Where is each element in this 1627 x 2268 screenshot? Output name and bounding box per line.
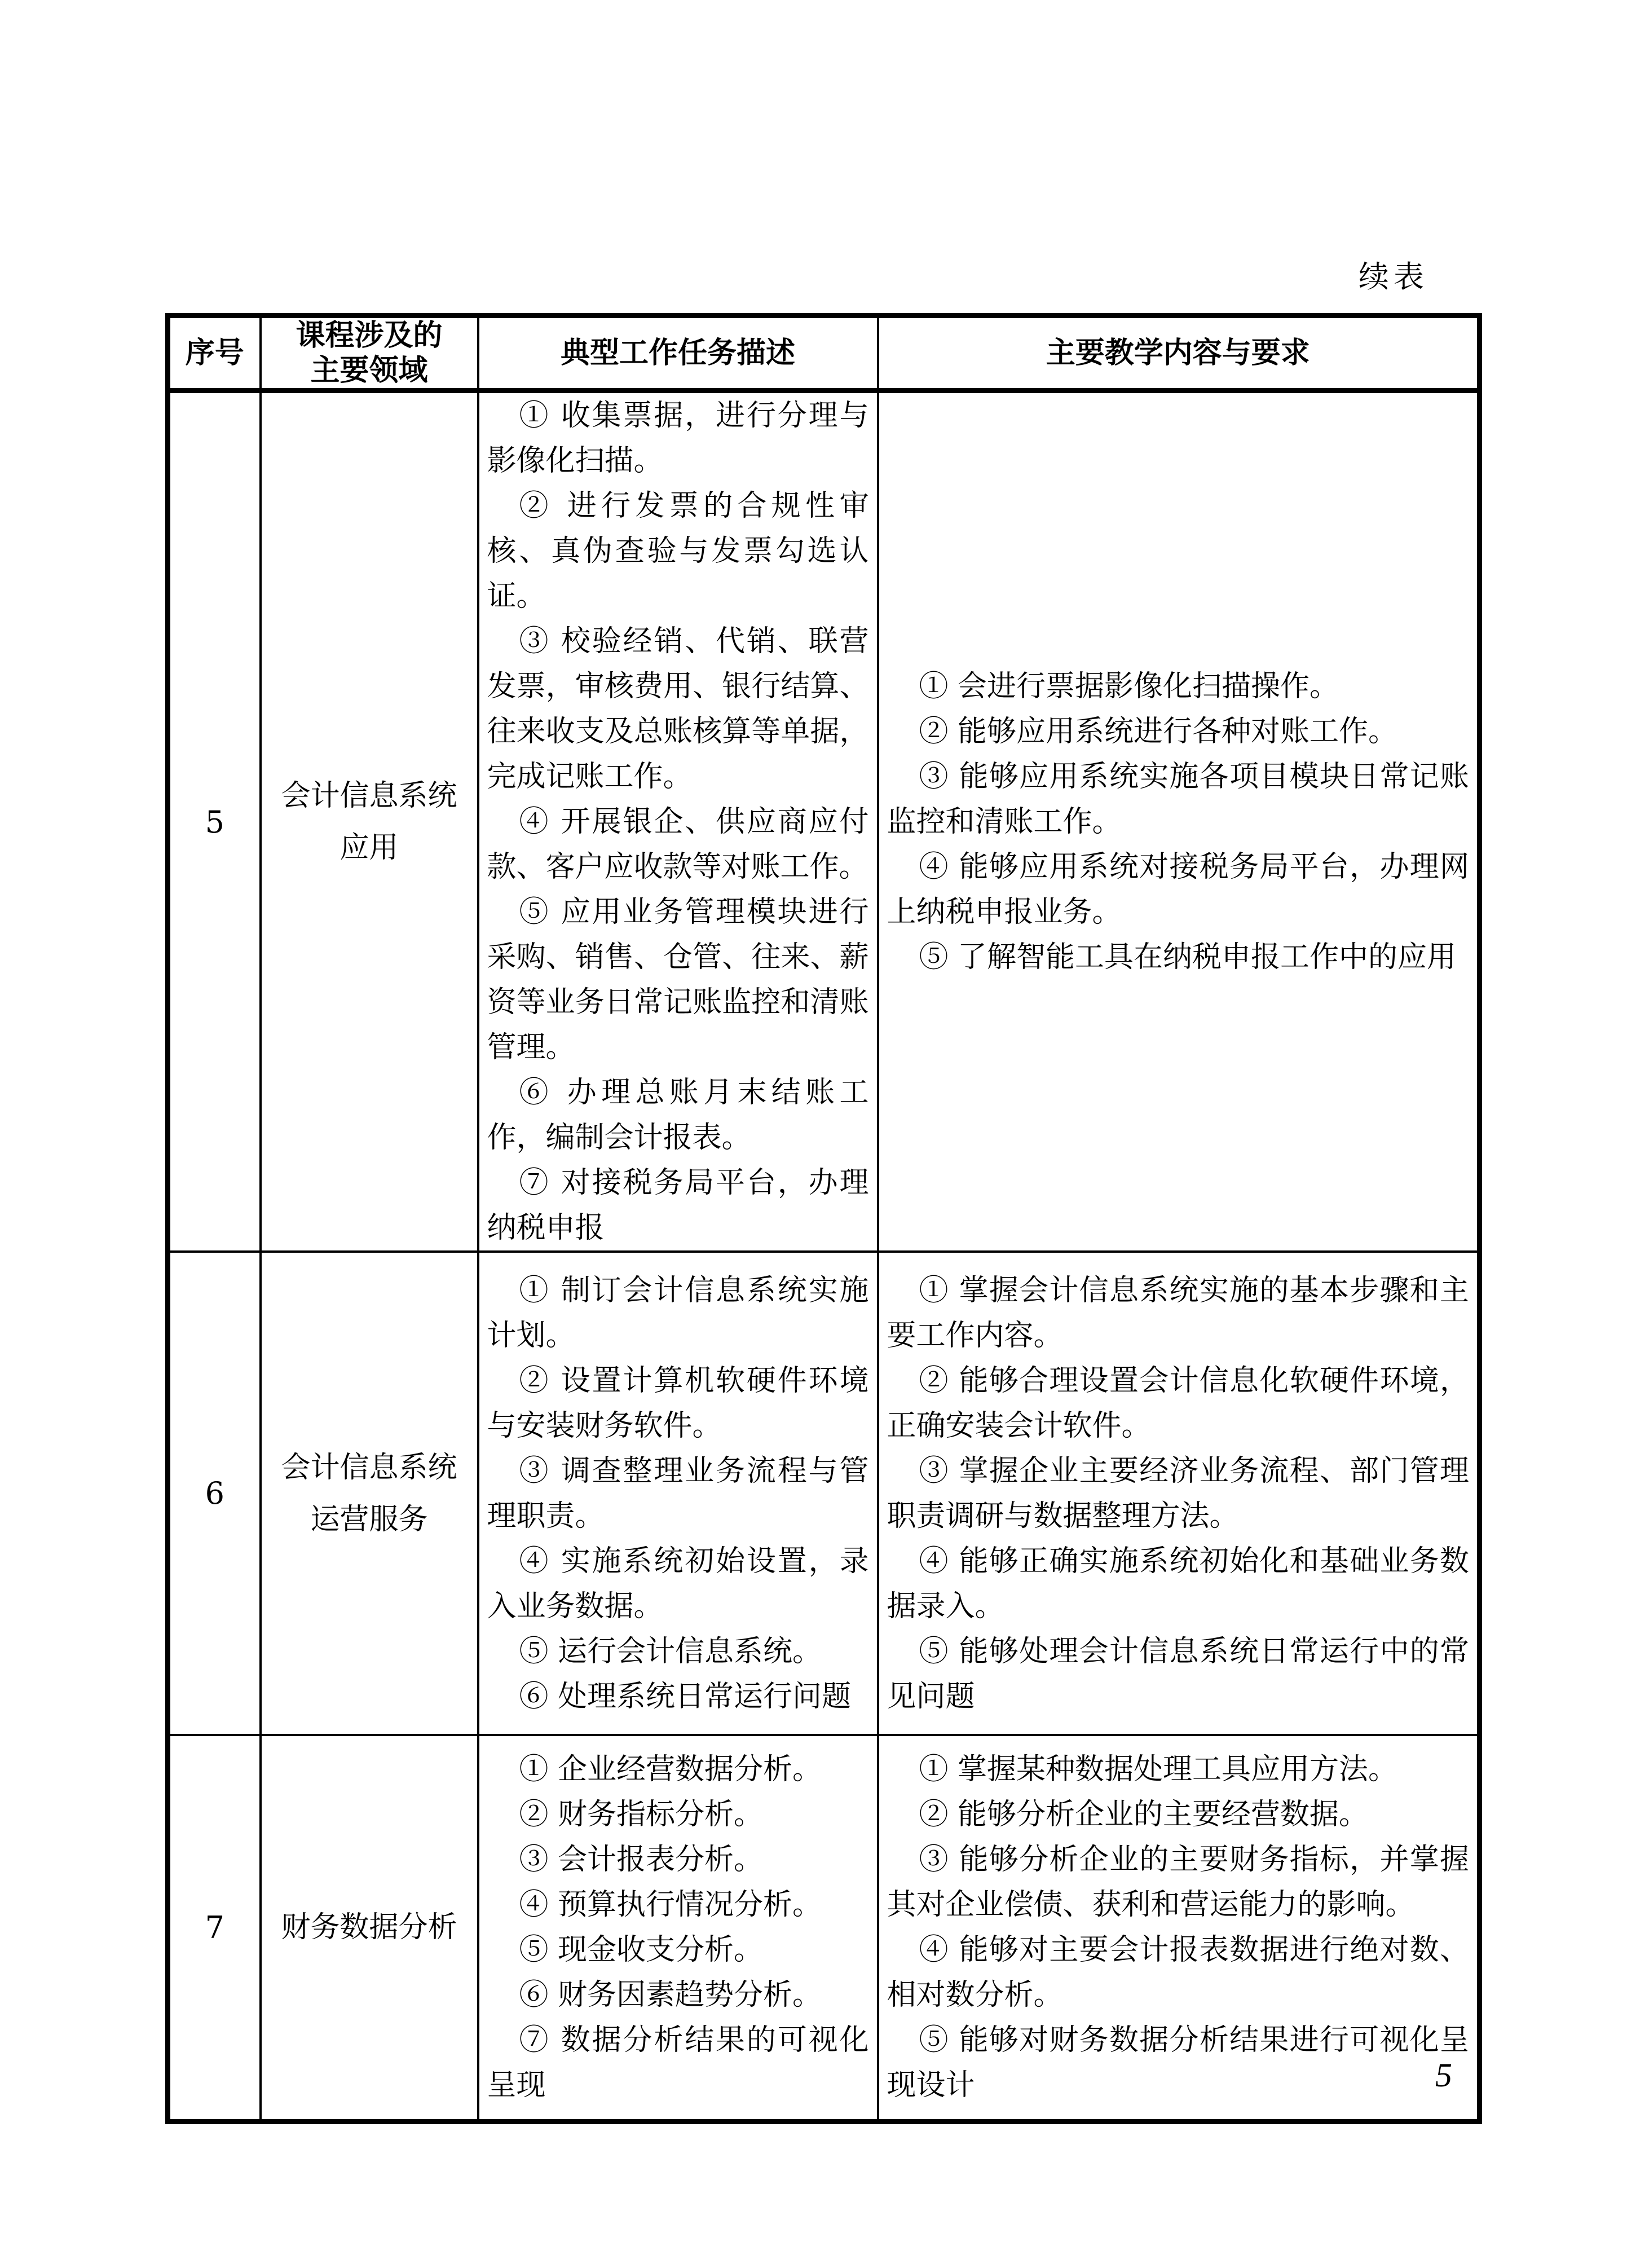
content-item: ⑤ 能够处理会计信息系统日常运行中的常见问题: [887, 1634, 1469, 1714]
task-item: ⑥ 财务因素趋势分析。: [519, 1978, 822, 2012]
table-row: [168, 1252, 1480, 1735]
task-item: ⑤ 运行会计信息系统。: [519, 1634, 822, 1668]
content-item: ④ 能够正确实施系统初始化和基础业务数据录入。: [887, 1544, 1469, 1623]
task-description-cell: [478, 1735, 878, 2121]
content-item: ② 能够分析企业的主要经营数据。: [919, 1798, 1369, 1832]
teaching-content-cell: [878, 1252, 1480, 1735]
course-area: 会计信息系统运营服务: [261, 1252, 478, 1735]
task-item: ⑤ 应用业务管理模块进行采购、销售、仓管、往来、薪资等业务日常记账监控和清账管理。: [487, 895, 869, 1064]
task-item: ⑥ 处理系统日常运行问题: [519, 1679, 852, 1714]
task-item: ⑤ 现金收支分析。: [519, 1933, 764, 1967]
content-item: ① 会进行票据影像化扫描操作。: [919, 670, 1339, 703]
teaching-content-cell: [878, 391, 1480, 1252]
row-number: 5: [168, 391, 261, 1252]
task-item: ② 财务指标分析。: [519, 1798, 764, 1832]
continuation-label: 续表: [1359, 259, 1428, 294]
content-item: ② 能够应用系统进行各种对账工作。: [919, 715, 1398, 748]
table-header: [168, 316, 1480, 391]
header-tasks: 典型工作任务描述: [478, 316, 878, 391]
task-item: ④ 开展银企、供应商应付款、客户应收款等对账工作。: [487, 805, 869, 884]
content-item: ① 掌握某种数据处理工具应用方法。: [919, 1752, 1398, 1787]
row-number: 7: [168, 1735, 261, 2121]
content-item: ③ 掌握企业主要经济业务流程、部门管理职责调研与数据整理方法。: [887, 1454, 1469, 1533]
content-item: ④ 能够应用系统对接税务局平台，办理网上纳税申报业务。: [887, 850, 1469, 929]
task-item: ① 收集票据，进行分理与影像化扫描。: [487, 399, 869, 478]
content-item: ⑤ 能够对财务数据分析结果进行可视化呈现设计: [887, 2023, 1469, 2103]
task-item: ⑥ 办理总账月末结账工作，编制会计报表。: [487, 1076, 869, 1155]
task-description-cell: [478, 391, 878, 1252]
task-description-cell: [478, 1252, 878, 1735]
task-item: ② 设置计算机软硬件环境与安装财务软件。: [487, 1363, 869, 1443]
content-item: ① 掌握会计信息系统实施的基本步骤和主要工作内容。: [887, 1273, 1469, 1353]
task-item: ③ 调查整理业务流程与管理职责。: [487, 1454, 869, 1533]
task-item: ② 进行发票的合规性审核、真伪查验与发票勾选认证。: [487, 489, 869, 613]
task-item: ③ 校验经销、代销、联营发票，审核费用、银行结算、往来收支及总账核算等单据，完成记账工作。: [487, 624, 869, 794]
table-row: [168, 1735, 1480, 2121]
row-number: 6: [168, 1252, 261, 1735]
content-item: ④ 能够对主要会计报表数据进行绝对数、相对数分析。: [887, 1933, 1469, 2012]
content-item: ② 能够合理设置会计信息化软硬件环境，正确安装会计软件。: [887, 1363, 1469, 1443]
task-item: ④ 实施系统初始设置，录入业务数据。: [487, 1544, 869, 1623]
table-row: [168, 391, 1480, 1252]
task-item: ⑦ 对接税务局平台，办理纳税申报: [487, 1166, 869, 1245]
task-item: ⑦ 数据分析结果的可视化呈现: [487, 2023, 869, 2103]
page-number: 5: [1435, 2056, 1452, 2094]
content-item: ③ 能够应用系统实施各项目模块日常记账监控和清账工作。: [887, 760, 1469, 839]
course-area: 财务数据分析: [261, 1735, 478, 2121]
teaching-content-cell: [878, 1735, 1480, 2121]
task-item: ① 制订会计信息系统实施计划。: [487, 1273, 869, 1353]
task-item: ① 企业经营数据分析。: [519, 1752, 822, 1787]
content-item: ⑤ 了解智能工具在纳税申报工作中的应用: [919, 940, 1457, 974]
content-item: ③ 能够分析企业的主要财务指标，并掌握其对企业偿债、获利和营运能力的影响。: [887, 1843, 1469, 1922]
header-seq: 序号: [168, 316, 261, 391]
header-area: 课程涉及的主要领域: [261, 316, 478, 391]
task-item: ③ 会计报表分析。: [519, 1843, 764, 1877]
course-area: 会计信息系统应用: [261, 391, 478, 1252]
course-table: [165, 313, 1482, 2124]
task-item: ④ 预算执行情况分析。: [519, 1888, 822, 1922]
header-contents: 主要教学内容与要求: [878, 316, 1480, 391]
